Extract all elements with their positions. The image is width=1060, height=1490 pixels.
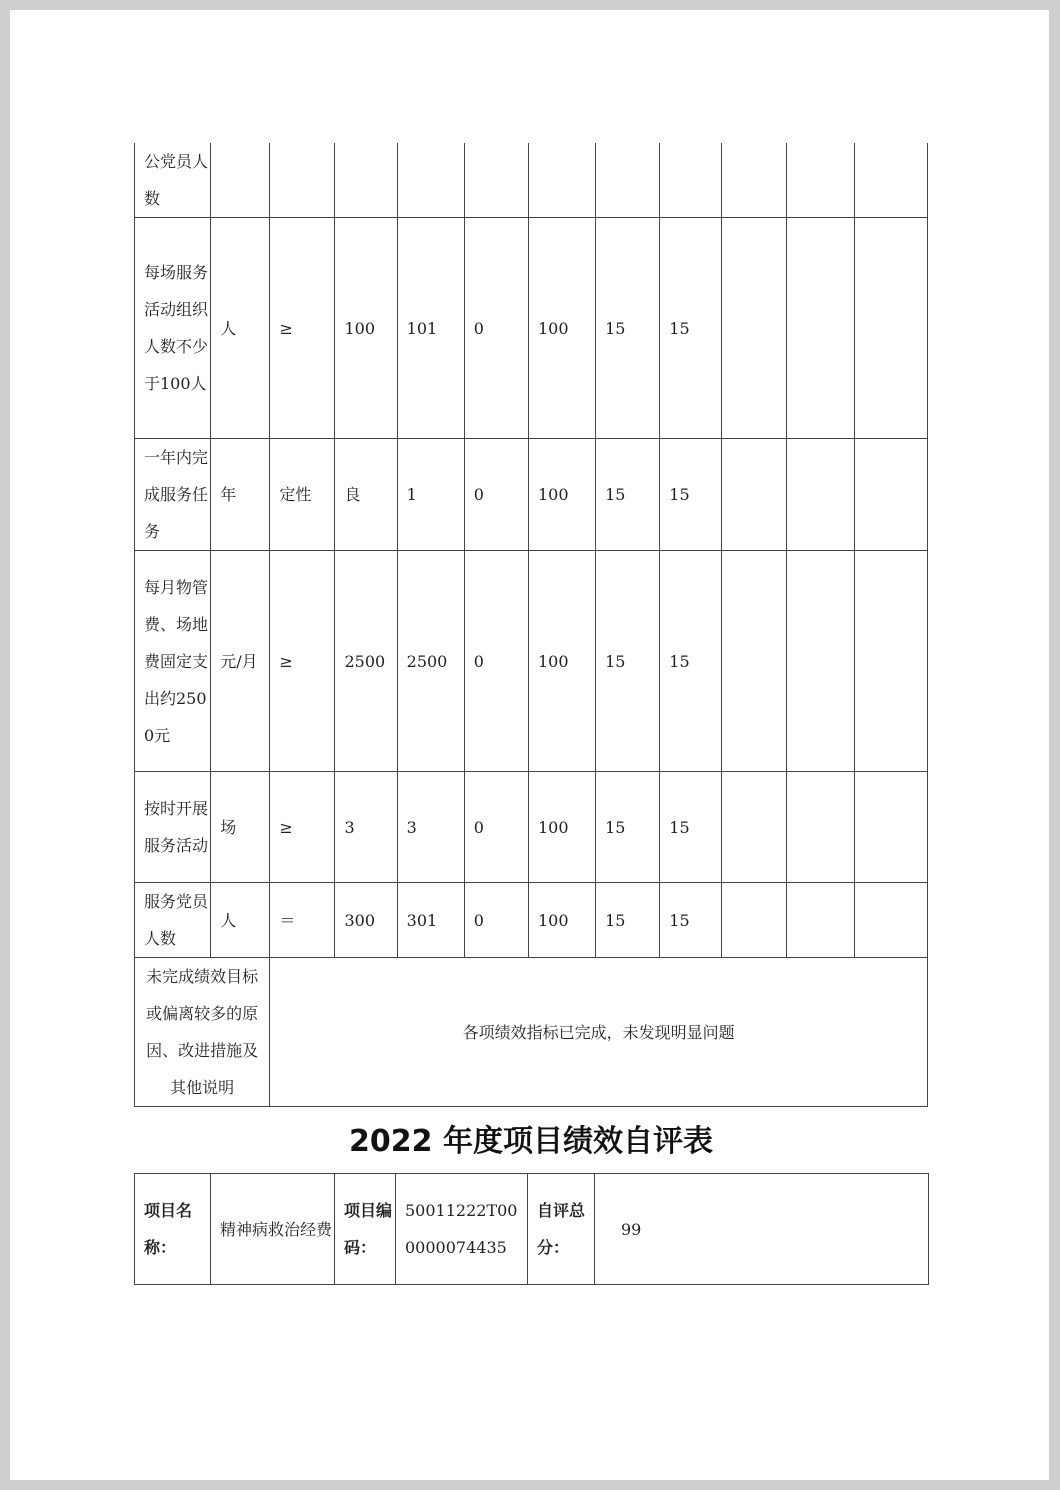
weight-cell bbox=[596, 143, 660, 218]
empty-cell bbox=[786, 218, 854, 439]
deviation-cell: 0 bbox=[464, 218, 528, 439]
empty-cell bbox=[722, 772, 786, 883]
operator-cell: ＝ bbox=[270, 883, 335, 958]
empty-cell bbox=[786, 772, 854, 883]
empty-cell bbox=[722, 218, 786, 439]
empty-cell bbox=[854, 439, 927, 551]
target-value-cell: 良 bbox=[335, 439, 397, 551]
table-row bbox=[135, 772, 928, 883]
deviation-cell bbox=[464, 143, 528, 218]
deviation-cell: 0 bbox=[464, 551, 528, 772]
empty-cell bbox=[722, 551, 786, 772]
project-info-table bbox=[134, 1173, 929, 1285]
operator-cell bbox=[270, 143, 335, 218]
empty-cell bbox=[854, 551, 927, 772]
deviation-cell: 0 bbox=[464, 772, 528, 883]
form-title: 2022 年度项目绩效自评表 bbox=[349, 1124, 713, 1159]
score-cell: 15 bbox=[660, 551, 722, 772]
table-row bbox=[135, 551, 928, 772]
table-row bbox=[135, 218, 928, 439]
empty-cell bbox=[722, 143, 786, 218]
empty-cell bbox=[786, 883, 854, 958]
empty-cell bbox=[786, 551, 854, 772]
indicator-name-cell: 每场服务活动组织人数不少于100人 bbox=[135, 218, 211, 439]
completion-rate-cell: 100 bbox=[528, 772, 595, 883]
indicator-name-cell: 一年内完成服务任务 bbox=[135, 439, 211, 551]
operator-cell: ≥ bbox=[270, 551, 335, 772]
deviation-cell: 0 bbox=[464, 883, 528, 958]
empty-cell bbox=[722, 883, 786, 958]
actual-value-cell bbox=[397, 143, 464, 218]
self-score-label: 自评总分： bbox=[528, 1174, 595, 1285]
operator-cell: ≥ bbox=[270, 218, 335, 439]
completion-rate-cell: 100 bbox=[528, 883, 595, 958]
completion-rate-cell: 100 bbox=[528, 218, 595, 439]
empty-cell bbox=[854, 772, 927, 883]
target-value-cell: 2500 bbox=[335, 551, 397, 772]
actual-value-cell: 1 bbox=[397, 439, 464, 551]
weight-cell: 15 bbox=[596, 883, 660, 958]
empty-cell bbox=[854, 883, 927, 958]
unit-cell: 年 bbox=[211, 439, 270, 551]
project-name-value: 精神病救治经费 bbox=[211, 1174, 335, 1285]
completion-rate-cell: 100 bbox=[528, 439, 595, 551]
explanation-text: 各项绩效指标已完成，未发现明显问题 bbox=[270, 958, 928, 1107]
table-row bbox=[135, 883, 928, 958]
target-value-cell: 100 bbox=[335, 218, 397, 439]
unit-cell: 元/月 bbox=[211, 551, 270, 772]
unit-cell: 人 bbox=[211, 218, 270, 439]
target-value-cell: 300 bbox=[335, 883, 397, 958]
unit-cell bbox=[211, 143, 270, 218]
unit-cell: 人 bbox=[211, 883, 270, 958]
unit-cell: 场 bbox=[211, 772, 270, 883]
completion-rate-cell: 100 bbox=[528, 551, 595, 772]
empty-cell bbox=[854, 143, 927, 218]
indicator-name-cell: 按时开展服务活动 bbox=[135, 772, 211, 883]
table-row bbox=[135, 143, 928, 218]
operator-cell: ≥ bbox=[270, 772, 335, 883]
actual-value-cell: 101 bbox=[397, 218, 464, 439]
weight-cell: 15 bbox=[596, 772, 660, 883]
actual-value-cell: 2500 bbox=[397, 551, 464, 772]
document-page bbox=[10, 10, 1049, 1480]
completion-rate-cell bbox=[528, 143, 595, 218]
target-value-cell: 3 bbox=[335, 772, 397, 883]
score-cell: 15 bbox=[660, 218, 722, 439]
empty-cell bbox=[722, 439, 786, 551]
score-cell: 15 bbox=[660, 772, 722, 883]
weight-cell: 15 bbox=[596, 551, 660, 772]
score-cell: 15 bbox=[660, 883, 722, 958]
project-code-value: 50011222T000000074435 bbox=[396, 1174, 528, 1285]
weight-cell: 15 bbox=[596, 439, 660, 551]
empty-cell bbox=[854, 218, 927, 439]
explanation-row bbox=[135, 958, 928, 1107]
indicator-name-cell: 服务党员人数 bbox=[135, 883, 211, 958]
project-code-label: 项目编码： bbox=[335, 1174, 396, 1285]
score-cell: 15 bbox=[660, 439, 722, 551]
score-cell bbox=[660, 143, 722, 218]
actual-value-cell: 301 bbox=[397, 883, 464, 958]
project-name-label: 项目名称： bbox=[135, 1174, 211, 1285]
actual-value-cell: 3 bbox=[397, 772, 464, 883]
deviation-cell: 0 bbox=[464, 439, 528, 551]
weight-cell: 15 bbox=[596, 218, 660, 439]
target-value-cell bbox=[335, 143, 397, 218]
self-score-value: 99 bbox=[595, 1174, 929, 1285]
performance-indicator-table bbox=[134, 143, 928, 1107]
explanation-label: 未完成绩效目标或偏离较多的原因、改进措施及其他说明 bbox=[135, 958, 270, 1107]
table-row bbox=[135, 439, 928, 551]
empty-cell bbox=[786, 439, 854, 551]
indicator-name-cell: 每月物管费、场地费固定支出约2500元 bbox=[135, 551, 211, 772]
operator-cell: 定性 bbox=[270, 439, 335, 551]
empty-cell bbox=[786, 143, 854, 218]
indicator-name-cell: 公党员人数 bbox=[135, 143, 211, 218]
project-info-row bbox=[135, 1174, 929, 1285]
